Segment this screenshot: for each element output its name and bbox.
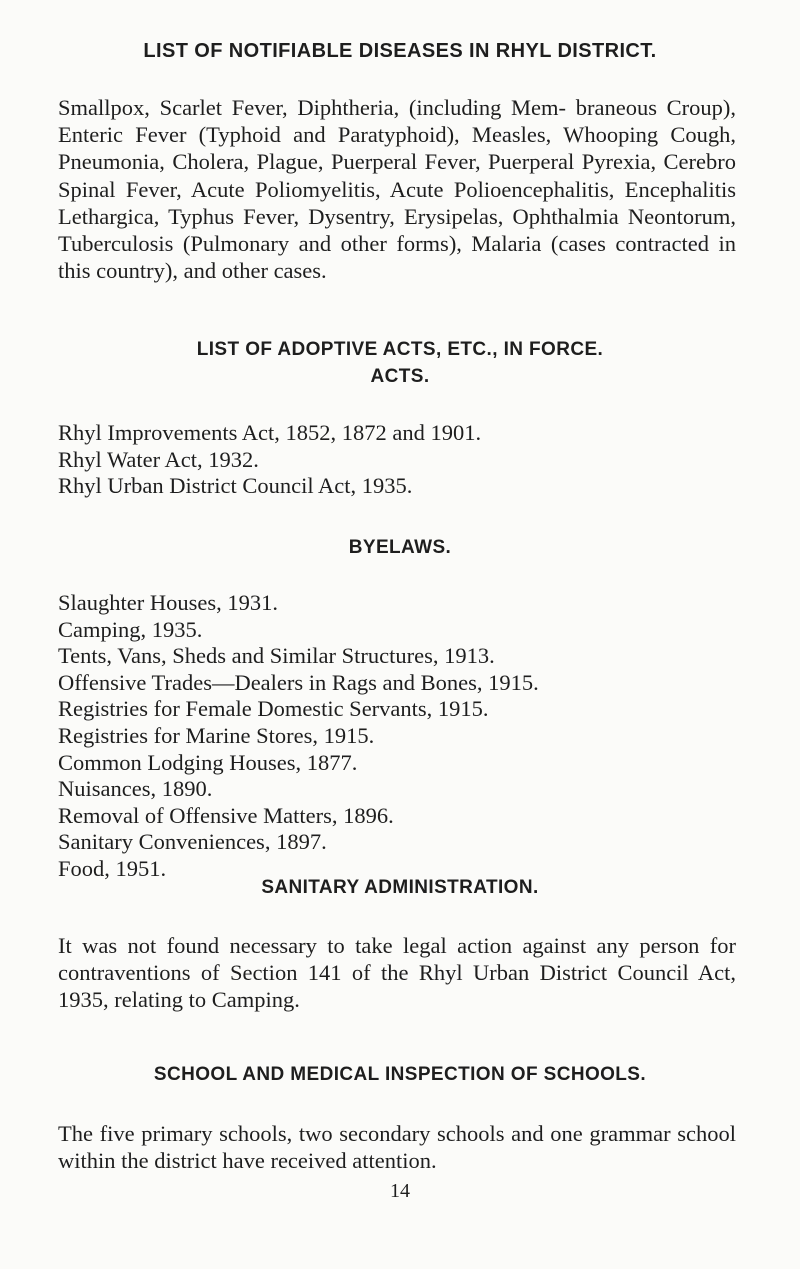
list-item: Camping, 1935.: [58, 616, 203, 642]
notifiable-diseases-text: Smallpox, Scarlet Fever, Diphtheria, (including Mem- braneous Croup), Enteric Fever (Typhoid and Paratyphoid), Measles, Whooping Cough, Pneumonia, Cholera, Plague, Puerperal Fever, Puerperal Pyrexia, Cerebro Spinal Fever, Acute Poliomyelitis, Acute Polioencephalitis, Encephalitis Lethargica, Typhus Fever, Dysentry, Erysipelas, Ophthalmia Neontorum, Tuberculosis (Pulmonary and other forms), Malaria (cases contracted in this country), and other cases.: [58, 95, 736, 284]
school-inspection-text: The five primary schools, two secondary schools and one grammar school within the district have received attention.: [58, 1121, 736, 1174]
adoptive-acts-heading: LIST OF ADOPTIVE ACTS, ETC., IN FORCE.: [196, 339, 604, 360]
sanitary-administration-text: It was not found necessary to take legal action against any person for contraventions of Section 141 of the Rhyl Urban District Council Act, 1935, relating to Camping.: [58, 933, 736, 1013]
byelaws-heading: BYELAWS.: [348, 537, 452, 558]
acts-list: [58, 420, 481, 500]
list-item: Rhyl Water Act, 1932.: [58, 446, 259, 472]
list-item: Offensive Trades—Dealers in Rags and Bones, 1915.: [58, 669, 539, 695]
list-item: Rhyl Improvements Act, 1852, 1872 and 1901.: [58, 420, 482, 445]
byelaws-list: [58, 590, 539, 883]
list-item: Food, 1951.: [58, 855, 167, 881]
school-inspection-heading: SCHOOL AND MEDICAL INSPECTION OF SCHOOLS.: [153, 1064, 647, 1085]
notifiable-diseases-heading: LIST OF NOTIFIABLE DISEASES IN RHYL DISTRICT.: [143, 40, 657, 62]
list-item: Registries for Female Domestic Servants, 1915.: [58, 696, 489, 722]
list-item: Nuisances, 1890.: [58, 776, 213, 802]
page-number: 14: [390, 1180, 410, 1202]
list-item: Tents, Vans, Sheds and Similar Structures, 1913.: [58, 643, 495, 669]
list-item: Removal of Offensive Matters, 1896.: [58, 802, 394, 828]
list-item: Common Lodging Houses, 1877.: [58, 749, 358, 775]
acts-subheading: ACTS.: [370, 366, 430, 387]
list-item: Slaughter Houses, 1931.: [58, 590, 278, 615]
sanitary-administration-heading: SANITARY ADMINISTRATION.: [261, 877, 539, 898]
list-item: Sanitary Conveniences, 1897.: [58, 829, 327, 855]
list-item: Rhyl Urban District Council Act, 1935.: [58, 473, 413, 499]
list-item: Registries for Marine Stores, 1915.: [58, 722, 375, 748]
